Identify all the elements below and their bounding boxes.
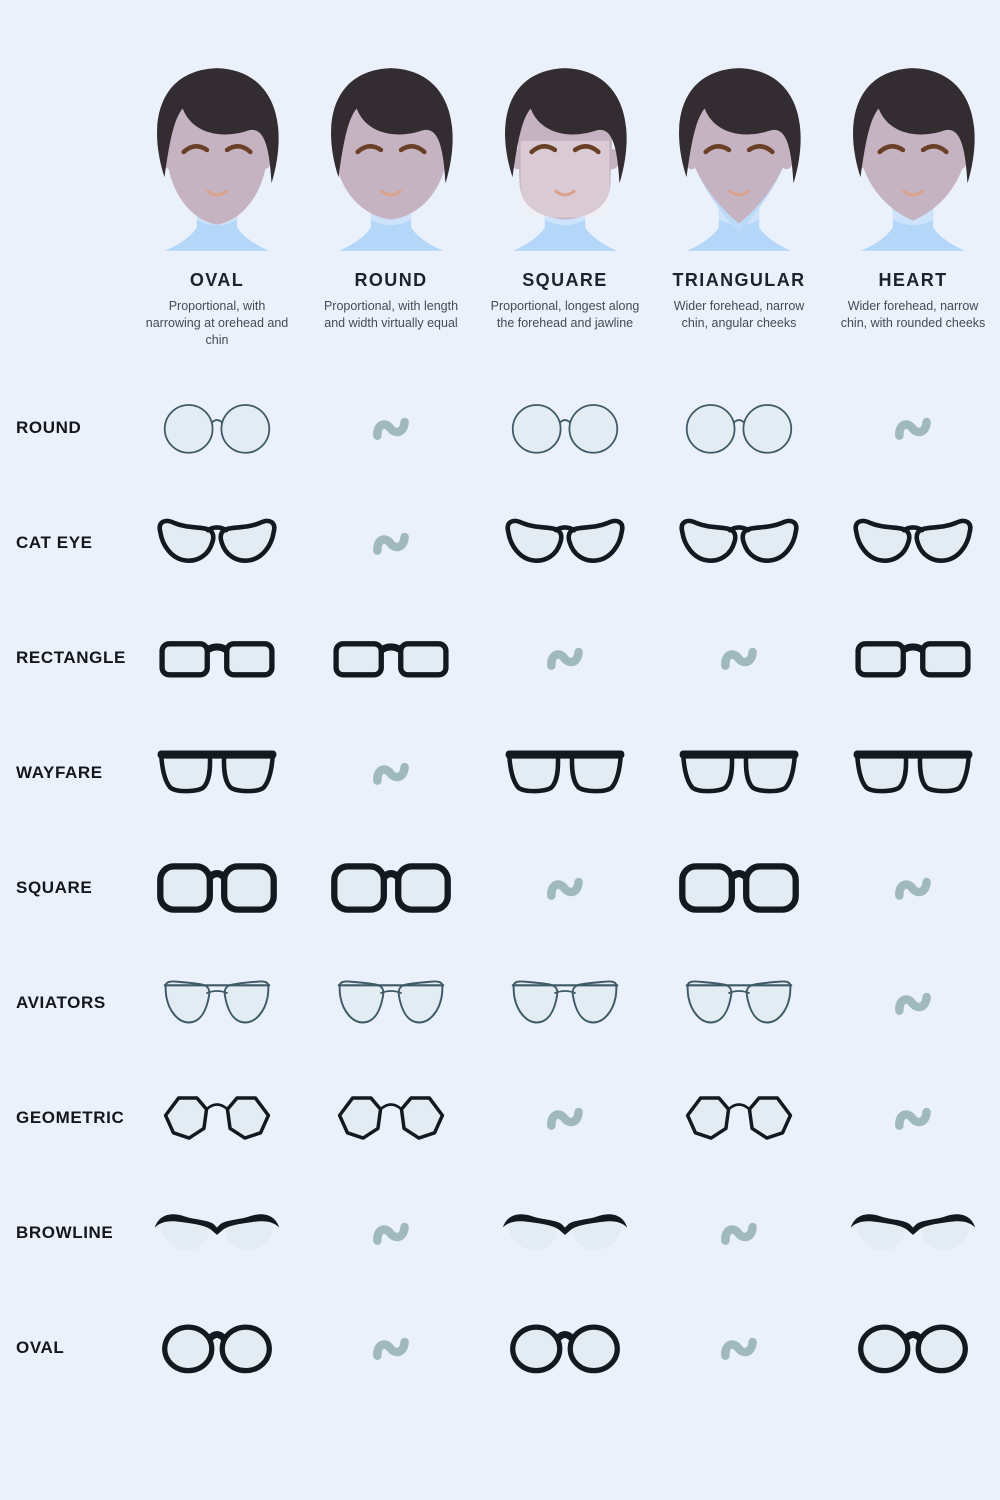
square-glasses-icon: [154, 858, 280, 918]
glasses-row-cat-eye: [0, 486, 1000, 601]
cell-geometric-for-square: [478, 1061, 652, 1176]
wayfare-glasses-icon: [850, 744, 976, 802]
cell-cat-eye-for-triangular: [652, 486, 826, 601]
browline-glasses-icon: [501, 1205, 629, 1261]
cell-rectangle-for-triangular: [652, 601, 826, 716]
cell-oval-for-heart: [826, 1291, 1000, 1406]
cell-square-for-square: [478, 831, 652, 946]
tilde-icon: [891, 986, 935, 1020]
cell-cat-eye-for-round: [304, 486, 478, 601]
cell-wayfare-for-round: [304, 716, 478, 831]
face-oval-illustration: [130, 56, 304, 258]
face-column-heart: [826, 56, 1000, 349]
tilde-icon: [369, 526, 413, 560]
cell-cat-eye-for-oval: [130, 486, 304, 601]
tilde-icon: [717, 1331, 761, 1365]
browline-glasses-icon: [153, 1205, 281, 1261]
glasses-row-rectangle: [0, 601, 1000, 716]
cell-geometric-for-round: [304, 1061, 478, 1176]
tilde-icon: [369, 756, 413, 790]
face-column-label-triangular: TRIANGULAR: [672, 270, 806, 290]
glasses-row-wayfare: [0, 716, 1000, 831]
aviators-glasses-icon: [503, 974, 627, 1032]
header-spacer: [0, 56, 130, 349]
cell-round-for-oval: [130, 371, 304, 486]
tilde-icon: [369, 411, 413, 445]
face-column-description-triangular: Wider forehead, narrow chin, angular cheeks: [673, 299, 805, 330]
cell-cat-eye-for-heart: [826, 486, 1000, 601]
cell-wayfare-for-triangular: [652, 716, 826, 831]
cell-oval-for-round: [304, 1291, 478, 1406]
row-label-cat-eye: CAT EYE: [16, 533, 93, 553]
oval-glasses-icon: [156, 1317, 278, 1379]
tilde-icon: [891, 1101, 935, 1135]
face-column-triangular: [652, 56, 826, 349]
round-glasses-icon: [503, 397, 627, 459]
face-shapes-header: [0, 0, 1000, 349]
aviators-glasses-icon: [155, 974, 279, 1032]
cell-round-for-round: [304, 371, 478, 486]
cell-round-for-square: [478, 371, 652, 486]
oval-glasses-icon: [504, 1317, 626, 1379]
rectangle-glasses-icon: [155, 629, 279, 687]
face-column-label-heart: HEART: [878, 270, 948, 290]
cell-square-for-round: [304, 831, 478, 946]
cell-aviators-for-heart: [826, 946, 1000, 1061]
face-square-illustration: [478, 56, 652, 258]
cat-eye-glasses-icon: [849, 513, 977, 573]
glasses-row-oval: [0, 1291, 1000, 1406]
square-glasses-icon: [676, 858, 802, 918]
wayfare-glasses-icon: [502, 744, 628, 802]
row-label-rectangle: RECTANGLE: [16, 648, 126, 668]
geometric-glasses-icon: [678, 1089, 800, 1147]
cat-eye-glasses-icon: [153, 513, 281, 573]
tilde-icon: [891, 871, 935, 905]
face-column-description-oval: Proportional, with narrowing at orehead and chin: [145, 299, 289, 347]
row-label-square: SQUARE: [16, 878, 93, 898]
rectangle-glasses-icon: [329, 629, 453, 687]
cell-wayfare-for-oval: [130, 716, 304, 831]
face-column-round: [304, 56, 478, 349]
glasses-row-aviators: [0, 946, 1000, 1061]
face-column-label-oval: OVAL: [189, 270, 245, 290]
cell-square-for-heart: [826, 831, 1000, 946]
glasses-row-square: [0, 831, 1000, 946]
row-label-wayfare: WAYFARE: [16, 763, 103, 783]
cell-rectangle-for-oval: [130, 601, 304, 716]
rectangle-glasses-icon: [851, 629, 975, 687]
wayfare-glasses-icon: [154, 744, 280, 802]
cell-browline-for-triangular: [652, 1176, 826, 1291]
face-column-description-round: Proportional, with length and width virtually equal: [323, 299, 459, 330]
cell-wayfare-for-heart: [826, 716, 1000, 831]
geometric-glasses-icon: [330, 1089, 452, 1147]
cell-aviators-for-round: [304, 946, 478, 1061]
tilde-icon: [543, 871, 587, 905]
browline-glasses-icon: [849, 1205, 977, 1261]
aviators-glasses-icon: [329, 974, 453, 1032]
face-round-illustration: [304, 56, 478, 258]
cell-browline-for-oval: [130, 1176, 304, 1291]
cell-aviators-for-oval: [130, 946, 304, 1061]
tilde-icon: [543, 641, 587, 675]
cell-aviators-for-square: [478, 946, 652, 1061]
face-column-description-square: Proportional, longest along the forehead and jawline: [490, 299, 640, 330]
face-column-oval: [130, 56, 304, 349]
glasses-row-geometric: [0, 1061, 1000, 1176]
tilde-icon: [891, 411, 935, 445]
cell-aviators-for-triangular: [652, 946, 826, 1061]
cell-geometric-for-triangular: [652, 1061, 826, 1176]
cell-cat-eye-for-square: [478, 486, 652, 601]
round-glasses-icon: [677, 397, 801, 459]
tilde-icon: [369, 1216, 413, 1250]
row-label-aviators: AVIATORS: [16, 993, 106, 1013]
cell-geometric-for-oval: [130, 1061, 304, 1176]
cell-square-for-triangular: [652, 831, 826, 946]
row-label-geometric: GEOMETRIC: [16, 1108, 125, 1128]
cell-rectangle-for-square: [478, 601, 652, 716]
face-column-square: [478, 56, 652, 349]
face-column-label-round: ROUND: [354, 270, 428, 290]
cell-rectangle-for-round: [304, 601, 478, 716]
row-label-round: ROUND: [16, 418, 82, 438]
cell-round-for-heart: [826, 371, 1000, 486]
cell-oval-for-triangular: [652, 1291, 826, 1406]
aviators-glasses-icon: [677, 974, 801, 1032]
face-heart-illustration: [826, 56, 1000, 258]
tilde-icon: [543, 1101, 587, 1135]
cell-oval-for-oval: [130, 1291, 304, 1406]
cell-browline-for-square: [478, 1176, 652, 1291]
round-glasses-icon: [155, 397, 279, 459]
cell-round-for-triangular: [652, 371, 826, 486]
cell-rectangle-for-heart: [826, 601, 1000, 716]
face-triangular-illustration: [652, 56, 826, 258]
cat-eye-glasses-icon: [675, 513, 803, 573]
glasses-row-browline: [0, 1176, 1000, 1291]
cell-oval-for-square: [478, 1291, 652, 1406]
cell-square-for-oval: [130, 831, 304, 946]
cell-browline-for-heart: [826, 1176, 1000, 1291]
cat-eye-glasses-icon: [501, 513, 629, 573]
oval-glasses-icon: [852, 1317, 974, 1379]
cell-geometric-for-heart: [826, 1061, 1000, 1176]
glasses-row-round: [0, 371, 1000, 486]
row-label-oval: OVAL: [16, 1338, 65, 1358]
glasses-compatibility-matrix: [0, 371, 1000, 1406]
face-column-description-heart: Wider forehead, narrow chin, with rounded cheeks: [840, 299, 986, 330]
square-glasses-icon: [328, 858, 454, 918]
row-label-browline: BROWLINE: [16, 1223, 114, 1243]
face-column-label-square: SQUARE: [522, 270, 608, 290]
tilde-icon: [369, 1331, 413, 1365]
geometric-glasses-icon: [156, 1089, 278, 1147]
tilde-icon: [717, 641, 761, 675]
cell-wayfare-for-square: [478, 716, 652, 831]
cell-browline-for-round: [304, 1176, 478, 1291]
wayfare-glasses-icon: [676, 744, 802, 802]
tilde-icon: [717, 1216, 761, 1250]
